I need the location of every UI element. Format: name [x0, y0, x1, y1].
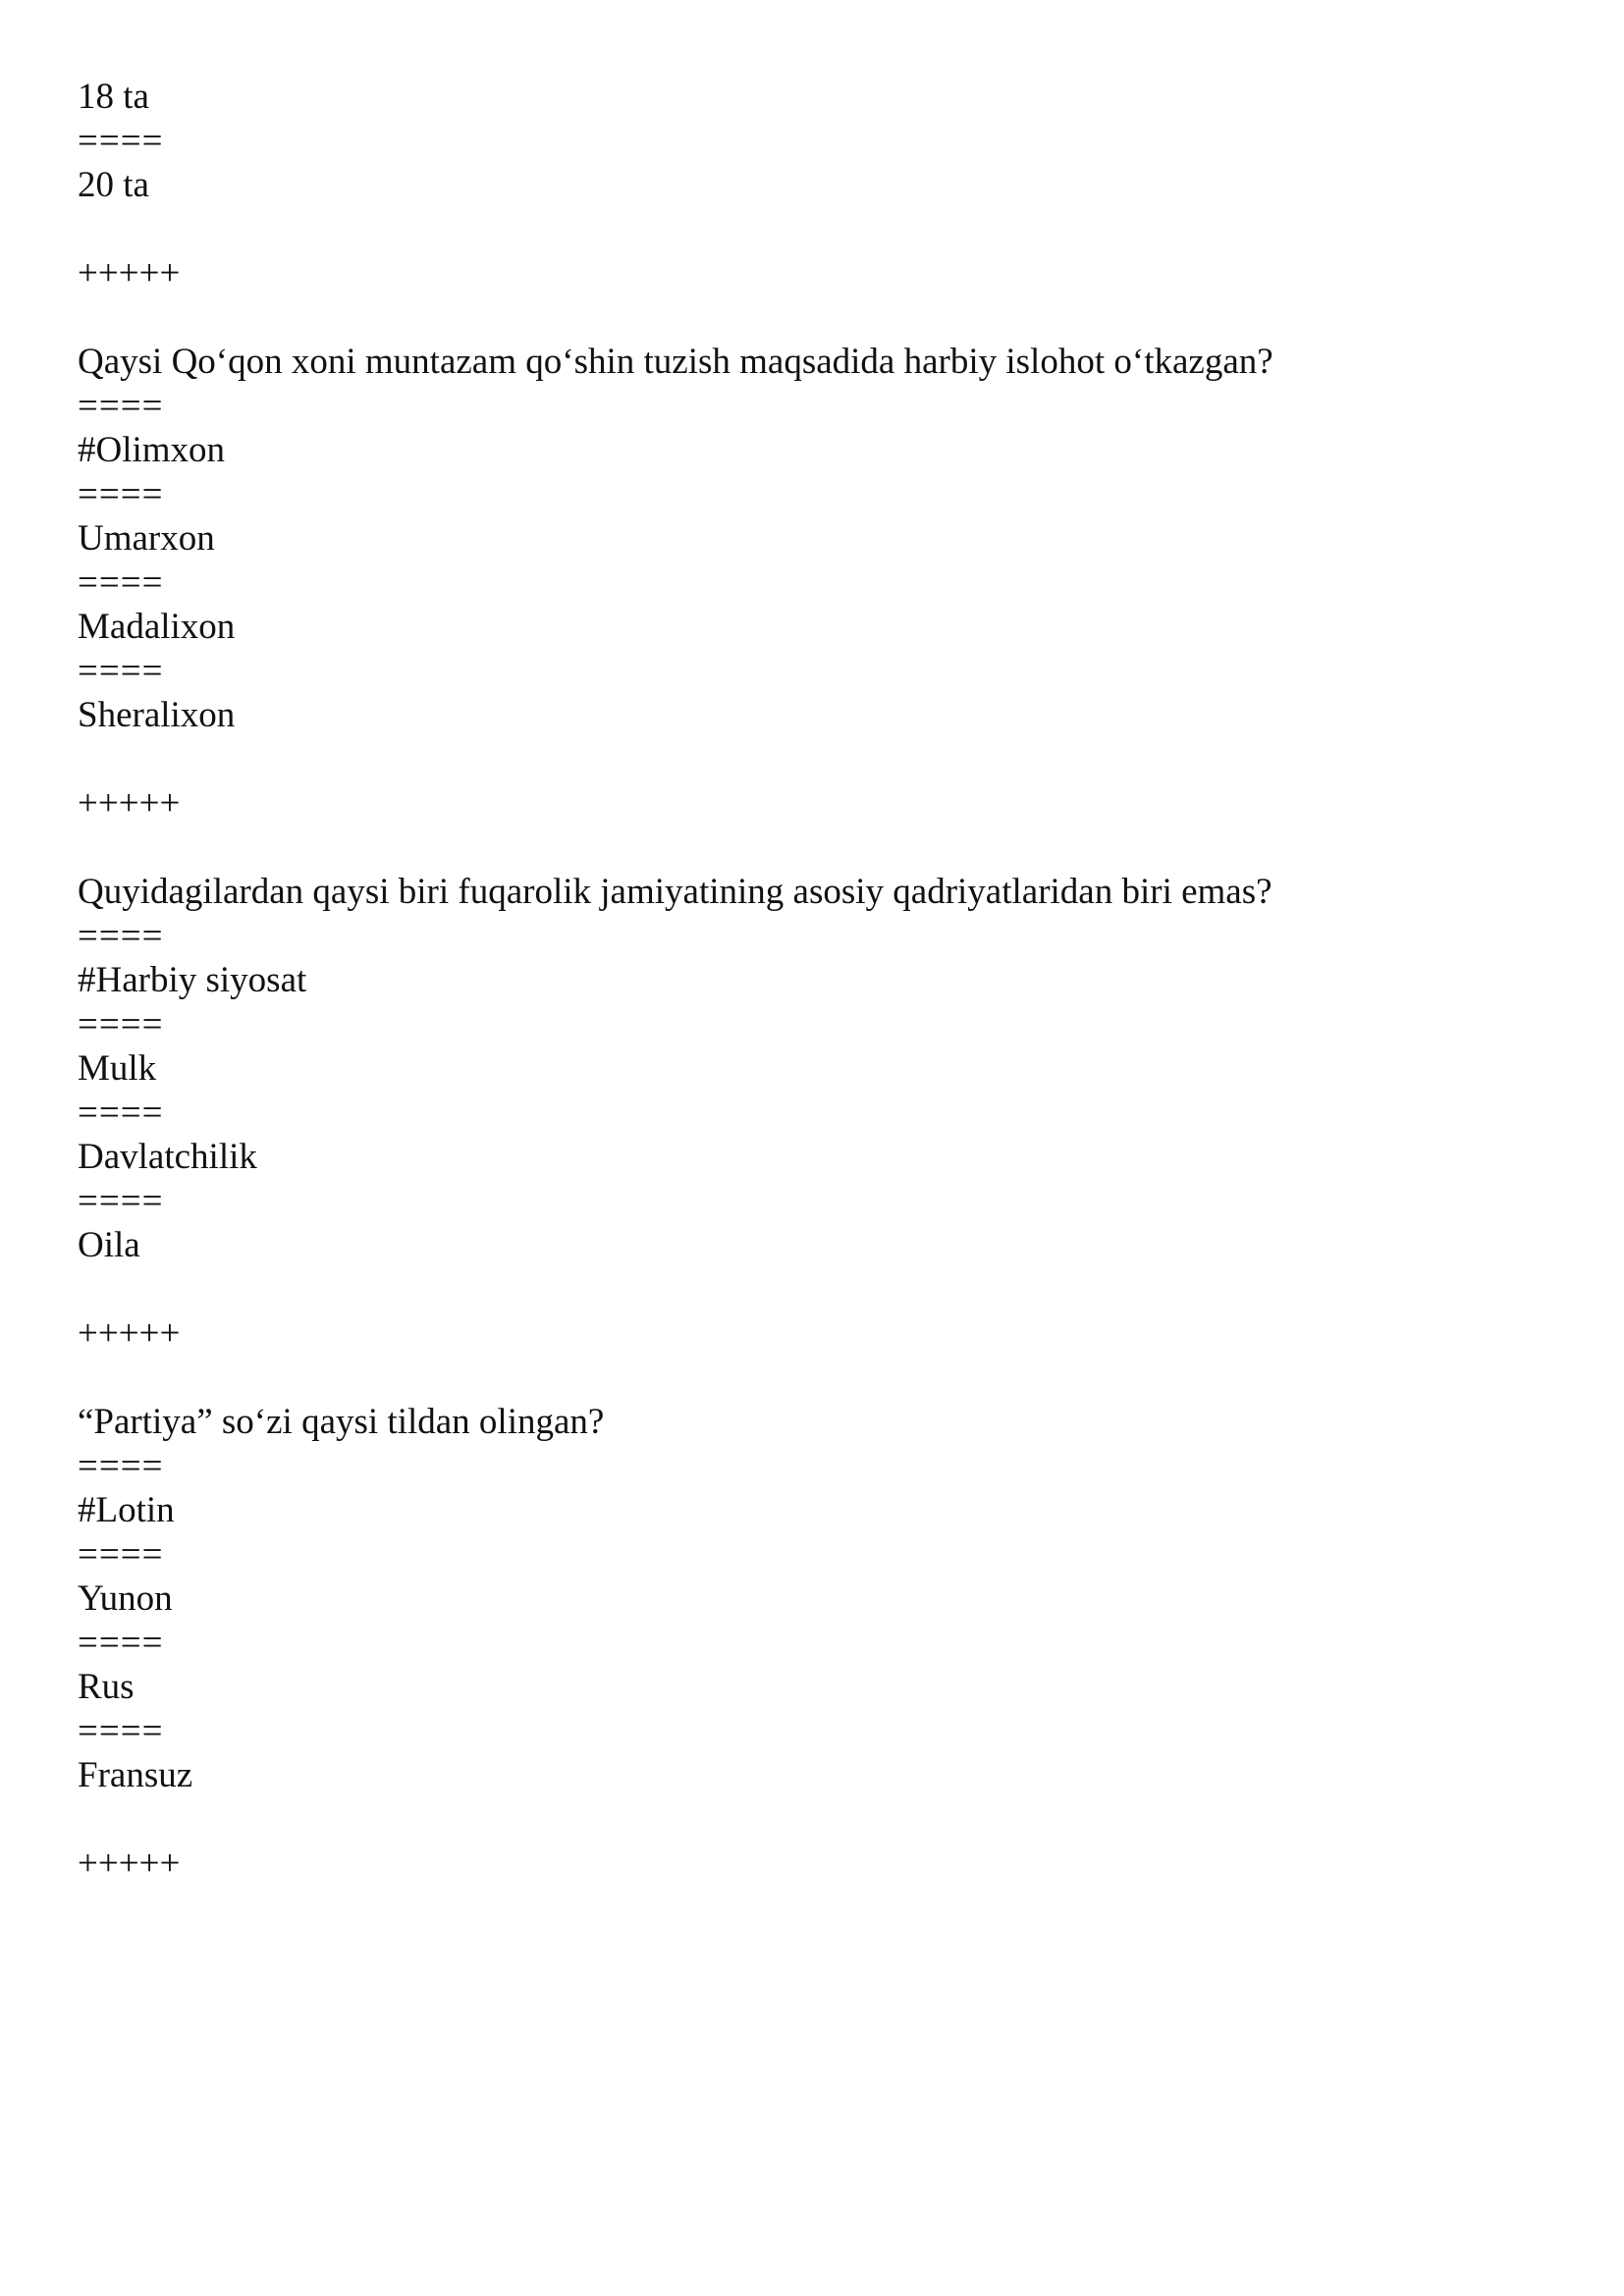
question-text: Qaysi Qo‘qon xoni muntazam qo‘shin tuzish maqsadida harbiy islohot o‘tkazgan? [78, 342, 1273, 382]
answer-option: Mulk [78, 1048, 157, 1089]
blank-line [78, 295, 1273, 340]
blank-line [78, 1267, 1273, 1311]
answer-option: 20 ta [78, 165, 149, 205]
document-body [78, 75, 1273, 1886]
question-divider: +++++ [78, 253, 181, 294]
option-separator: ==== [78, 1446, 164, 1486]
blank-line [78, 737, 1273, 781]
blank-line [78, 826, 1273, 870]
question-text: “Partiya” so‘zi qaysi tildan olingan? [78, 1402, 605, 1442]
question-divider: +++++ [78, 1313, 181, 1354]
question-text: Quyidagilardan qaysi biri fuqarolik jamiyatining asosiy qadriyatlaridan biri emas? [78, 872, 1272, 912]
option-separator: ==== [78, 386, 164, 426]
correct-answer-option: #Harbiy siyosat [78, 960, 307, 1000]
answer-option: Umarxon [78, 518, 215, 559]
answer-option: Yunon [78, 1578, 173, 1619]
question-divider: +++++ [78, 783, 181, 824]
answer-option: Rus [78, 1667, 135, 1707]
blank-line [78, 1356, 1273, 1400]
correct-answer-option: #Olimxon [78, 430, 226, 470]
correct-answer-option: #Lotin [78, 1490, 175, 1530]
option-separator: ==== [78, 1181, 164, 1221]
option-separator: ==== [78, 651, 164, 691]
answer-option: Davlatchilik [78, 1137, 257, 1177]
blank-line [78, 1797, 1273, 1842]
blank-line [78, 207, 1273, 251]
option-separator: ==== [78, 562, 164, 603]
option-separator: ==== [78, 916, 164, 956]
option-separator: ==== [78, 1093, 164, 1133]
answer-option: Madalixon [78, 607, 236, 647]
answer-option: Sheralixon [78, 695, 236, 735]
option-separator: ==== [78, 1711, 164, 1751]
answer-option: Fransuz [78, 1755, 193, 1795]
answer-option: 18 ta [78, 77, 149, 117]
question-divider: +++++ [78, 1843, 181, 1884]
option-separator: ==== [78, 1534, 164, 1575]
answer-option: Oila [78, 1225, 140, 1265]
option-separator: ==== [78, 1004, 164, 1044]
option-separator: ==== [78, 474, 164, 514]
option-separator: ==== [78, 1623, 164, 1663]
option-separator: ==== [78, 121, 164, 161]
